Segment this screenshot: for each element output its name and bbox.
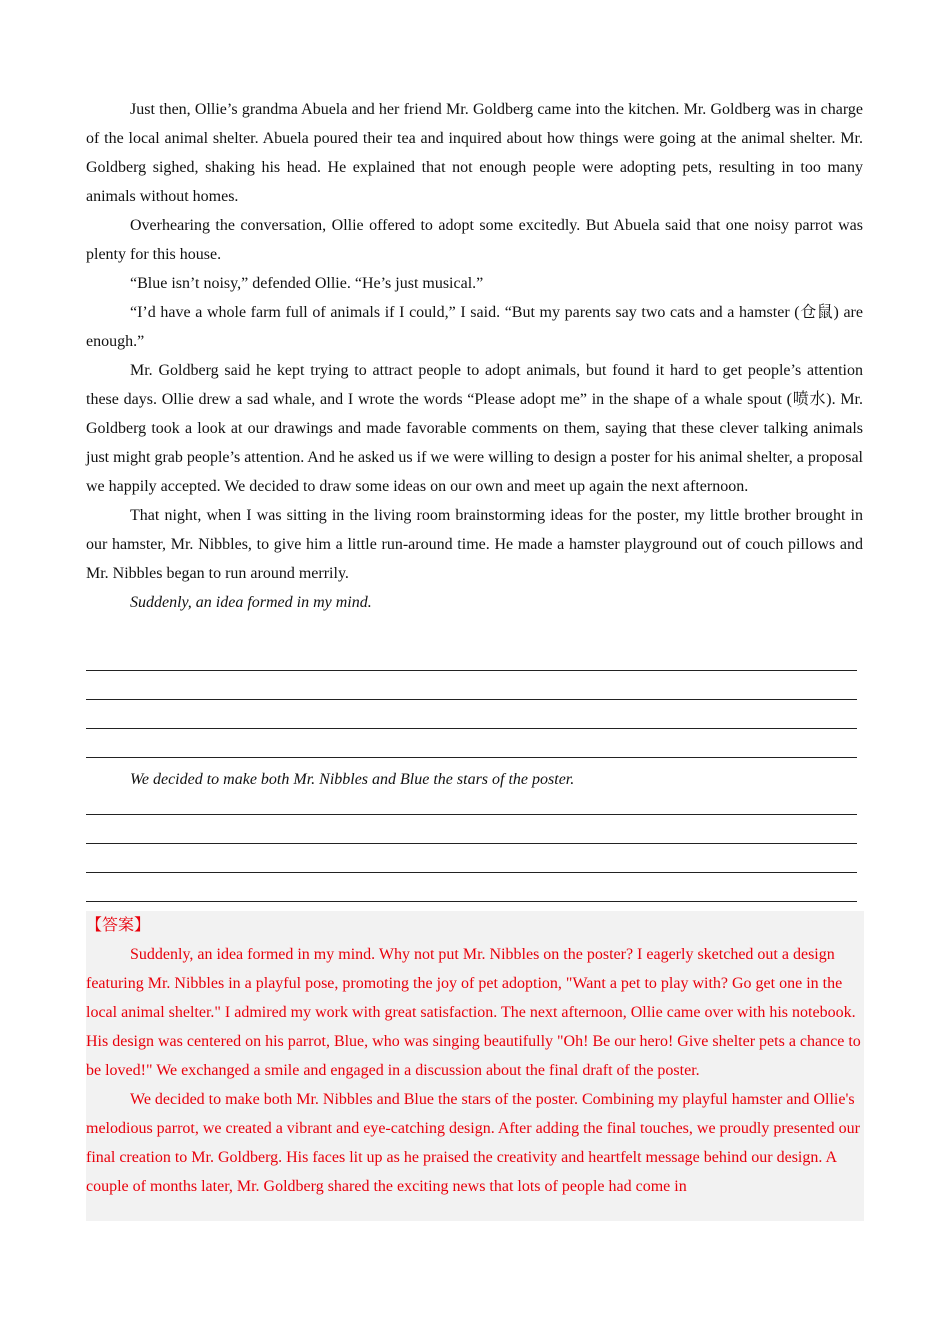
story-paragraph: That night, when I was sitting in the living room brainstorming ideas for the poster, my little brother brought in our hamster, Mr. Nibbles, to give him a little run-around time. He made a hamster playground out of couch pillows and Mr. Nibbles began to run around merrily.	[86, 507, 863, 582]
answer-paragraph: Suddenly, an idea formed in my mind. Why not put Mr. Nibbles on the poster? I eagerly sketched out a design featuring Mr. Nibbles in a playful pose, promoting the joy of pet adoption, "Want a pet to play with? Go get one in the local animal shelter." I admired my work with great satisfaction. The next afternoon, Ollie came over with his notebook. His design was centered on his parrot, Blue, who was singing beautifully "Oh! Be our hero! Give shelter pets a chance to be loved!" We exchanged a smile and engaged in a discussion about the final draft of the poster.	[86, 946, 861, 1079]
answer-paragraph: We decided to make both Mr. Nibbles and Blue the stars of the poster. Combining my playful hamster and Ollie's melodious parrot, we created a vibrant and eye-catching design. After adding the final touches, we proudly presented our final creation to Mr. Goldberg. His faces lit up as he praised the creativity and heartfelt message behind our design. A couple of months later, Mr. Goldberg shared the exciting news that lots of people had come in	[86, 1091, 860, 1195]
answer-section	[86, 911, 864, 1221]
story-paragraph: “Blue isn’t noisy,” defended Ollie. “He’s just musical.”	[130, 275, 484, 292]
story-paragraph: Mr. Goldberg said he kept trying to attract people to adopt animals, but found it hard to get people’s attention these days. Ollie drew a sad whale, and I wrote the words “Please adopt me” in the shape of a whale spout (喷水). Mr. Goldberg took a look at our drawings and made favorable comments on them, saying that these clever talking animals just might grab people’s attention. And he asked us if we were willing to design a poster for his animal shelter, a proposal we happily accepted. We decided to draw some ideas on our own and meet up again the next afternoon.	[86, 362, 863, 495]
answer-line	[86, 671, 857, 700]
answer-line	[86, 786, 857, 815]
answer-tag: 【答案】	[86, 917, 151, 934]
writing-lines-2	[86, 786, 857, 902]
story-paragraph: Overhearing the conversation, Ollie offered to adopt some excitedly. But Abuela said that one noisy parrot was plenty for this house.	[86, 217, 863, 263]
answer-line	[86, 844, 857, 873]
story-paragraph: Just then, Ollie’s grandma Abuela and her friend Mr. Goldberg came into the kitchen. Mr. Goldberg was in charge of the local animal shelter. Abuela poured their tea and inquired about how things were going at the animal shelter. Mr. Goldberg sighed, shaking his head. He explained that not enough people were adopting pets, resulting in too many animals without homes.	[86, 101, 863, 205]
answer-line	[86, 729, 857, 758]
story-paragraph: “I’d have a whole farm full of animals if I could,” I said. “But my parents say two cats and a hamster (仓鼠) are enough.”	[86, 304, 863, 350]
writing-prompt-2: We decided to make both Mr. Nibbles and Blue the stars of the poster.	[130, 771, 575, 788]
answer-line	[86, 642, 857, 671]
answer-line	[86, 700, 857, 729]
answer-line	[86, 873, 857, 902]
writing-lines-1	[86, 642, 857, 758]
writing-prompt-1: Suddenly, an idea formed in my mind.	[130, 594, 372, 611]
story-text	[86, 95, 863, 617]
answer-line	[86, 815, 857, 844]
